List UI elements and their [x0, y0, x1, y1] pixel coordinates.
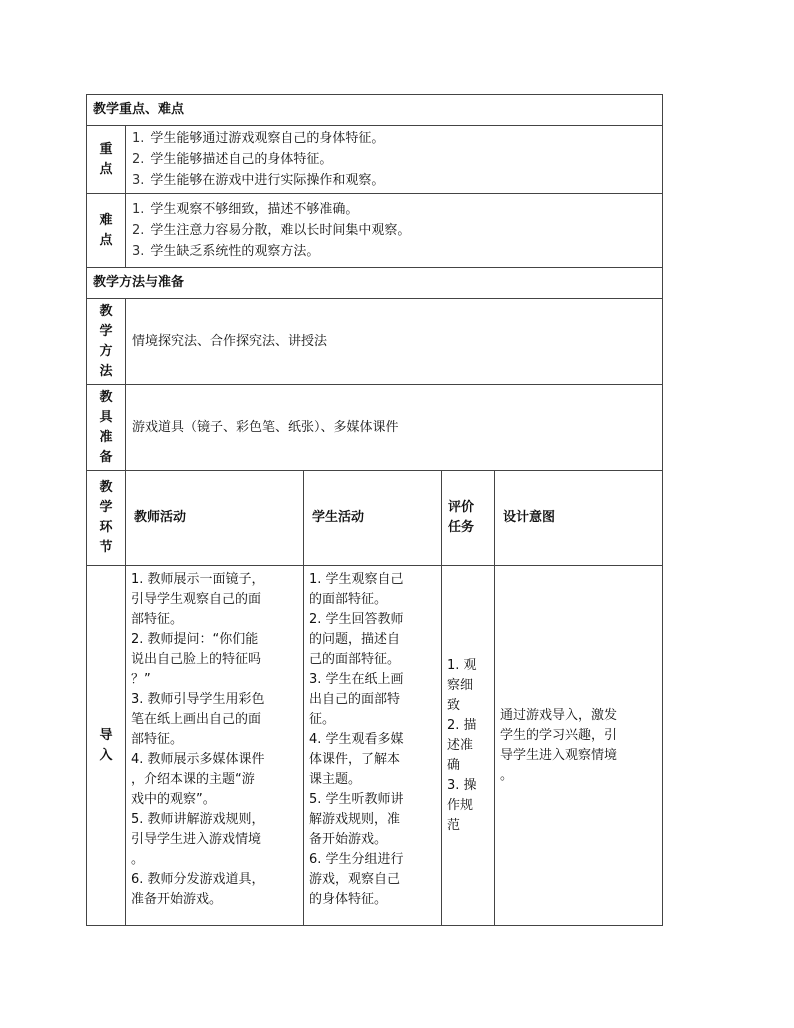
cell-line: 戏中的观察”。	[131, 792, 216, 807]
label-char: 教	[99, 389, 113, 405]
label-char: 难	[99, 212, 113, 228]
evaluation-header	[442, 471, 495, 566]
cell-line: 4. 学生观看多媒	[309, 732, 404, 747]
process-label	[87, 471, 126, 566]
cell-line: 范	[447, 817, 461, 833]
evaluation-cell	[442, 566, 495, 926]
label-char: 法	[99, 363, 113, 379]
list-number: 1.	[132, 131, 145, 146]
cell-line: 2. 学生回答教师	[309, 612, 404, 627]
list-number: 2.	[132, 223, 145, 238]
cell-line: 体课件，了解本	[309, 752, 401, 767]
label-char: 环	[99, 520, 113, 535]
list-item	[132, 220, 656, 241]
student-activity-cell	[304, 566, 442, 926]
key-points-list	[126, 126, 662, 193]
cell-line: 。	[500, 767, 514, 783]
label-char: 教	[99, 303, 113, 319]
label-char: 教	[99, 480, 113, 495]
cell-line: 学生的学习兴趣，引	[500, 727, 618, 743]
cell-line: 2. 教师提问：“你们能	[131, 632, 259, 647]
label-char: 点	[99, 232, 113, 248]
cell-line: 引导学生观察自己的面	[131, 592, 262, 607]
label-char: 重	[99, 141, 113, 157]
key-points-row	[87, 126, 663, 194]
difficult-points-row	[87, 194, 663, 268]
label-char: 导	[99, 727, 113, 743]
label-char: 准	[99, 429, 113, 445]
methods-label	[87, 299, 126, 385]
list-text: 学生缺乏系统性的观察方法。	[150, 244, 320, 259]
lesson-plan-table-wrapper	[86, 94, 662, 926]
cell-line: 通过游戏导入，激发	[500, 707, 618, 723]
tools-text: 游戏道具（镜子、彩色笔、纸张）、多媒体课件	[126, 385, 663, 471]
tools-label	[87, 385, 126, 471]
cell-line: 征。	[309, 712, 336, 727]
label-char: 学	[99, 500, 113, 515]
cell-line: 导学生进入观察情境	[500, 747, 618, 763]
cell-line: 察细	[447, 677, 474, 693]
design-intent-cell	[495, 566, 663, 926]
cell-line: 3. 操	[447, 777, 477, 793]
list-number: 2.	[132, 152, 145, 167]
cell-line: 4. 教师展示多媒体课件	[131, 752, 265, 767]
cell-line: 致	[447, 697, 461, 713]
teacher-activity-header: 教师活动	[126, 471, 304, 566]
cell-line: 笔在纸上画出自己的面	[131, 712, 262, 727]
difficult-points-label	[87, 194, 126, 268]
list-number: 3.	[132, 173, 145, 188]
section-row-methods	[87, 268, 663, 299]
cell-line: 3. 教师引导学生用彩色	[131, 692, 265, 707]
list-text: 学生观察不够细致，描述不够准确。	[150, 202, 359, 217]
cell-line: 的问题，描述自	[309, 632, 401, 647]
label-char: 方	[99, 343, 113, 359]
process-header-row	[87, 471, 663, 566]
evaluation-header-line: 评价	[448, 500, 475, 515]
cell-line: 己的面部特征。	[309, 652, 401, 667]
label-char: 具	[99, 409, 113, 425]
cell-line: 5. 学生听教师讲	[309, 792, 404, 807]
student-activity-header: 学生活动	[304, 471, 442, 566]
list-item	[132, 170, 656, 191]
cell-line: 课主题。	[309, 772, 362, 787]
cell-line: 解游戏规则，准	[309, 812, 401, 827]
cell-line: ，介绍本课的主题“游	[131, 772, 255, 787]
cell-line: 的身体特征。	[309, 892, 388, 907]
lesson-plan-table	[86, 94, 663, 926]
label-char: 节	[99, 540, 113, 555]
cell-line: 部特征。	[131, 732, 184, 747]
cell-line: 1. 教师展示一面镜子，	[131, 572, 265, 587]
cell-line: 1. 观	[447, 657, 477, 673]
evaluation-header-line: 任务	[448, 520, 475, 535]
list-text: 学生注意力容易分散，难以长时间集中观察。	[150, 223, 411, 238]
tools-row	[87, 385, 663, 471]
cell-line: 的面部特征。	[309, 592, 388, 607]
cell-line: 3. 学生在纸上画	[309, 672, 404, 687]
key-points-label	[87, 126, 126, 194]
list-text: 学生能够在游戏中进行实际操作和观察。	[150, 173, 385, 188]
cell-line: 确	[447, 757, 461, 773]
intro-label	[87, 566, 126, 926]
cell-line: 1. 学生观察自己	[309, 572, 404, 587]
list-number: 3.	[132, 244, 145, 259]
list-item	[132, 128, 656, 149]
cell-line: 。	[131, 852, 145, 867]
section-row-key-difficult	[87, 95, 663, 126]
cell-line: 说出自己脸上的特征吗	[131, 652, 262, 667]
methods-row	[87, 299, 663, 385]
list-item	[132, 199, 656, 220]
cell-line: 述准	[447, 737, 474, 753]
cell-line: 6. 教师分发游戏道具，	[131, 872, 265, 887]
key-points-cell	[126, 126, 663, 194]
difficult-points-cell	[126, 194, 663, 268]
cell-line: 备开始游戏。	[309, 832, 388, 847]
label-char: 备	[99, 449, 113, 465]
list-number: 1.	[132, 202, 145, 217]
label-char: 点	[99, 161, 113, 177]
cell-line: 2. 描	[447, 717, 477, 733]
intro-row	[87, 566, 663, 926]
cell-line: 引导学生进入游戏情境	[131, 832, 262, 847]
teacher-activity-cell	[126, 566, 304, 926]
label-char: 学	[99, 323, 113, 339]
list-item	[132, 149, 656, 170]
cell-line: 游戏，观察自己	[309, 872, 401, 887]
list-text: 学生能够描述自己的身体特征。	[150, 152, 333, 167]
methods-text: 情境探究法、合作探究法、讲授法	[126, 299, 663, 385]
section-title-key-difficult: 教学重点、难点	[87, 95, 663, 126]
design-intent-header: 设计意图	[495, 471, 663, 566]
difficult-points-list	[126, 197, 662, 264]
list-item	[132, 241, 656, 262]
cell-line: 出自己的面部特	[309, 692, 401, 707]
list-text: 学生能够通过游戏观察自己的身体特征。	[150, 131, 385, 146]
cell-line: 部特征。	[131, 612, 184, 627]
cell-line: 5. 教师讲解游戏规则，	[131, 812, 265, 827]
cell-line: 作规	[447, 797, 474, 813]
cell-line: 6. 学生分组进行	[309, 852, 404, 867]
cell-line: 准备开始游戏。	[131, 892, 223, 907]
section-title-methods: 教学方法与准备	[87, 268, 663, 299]
cell-line: ？”	[131, 672, 151, 687]
label-char: 入	[99, 747, 113, 763]
